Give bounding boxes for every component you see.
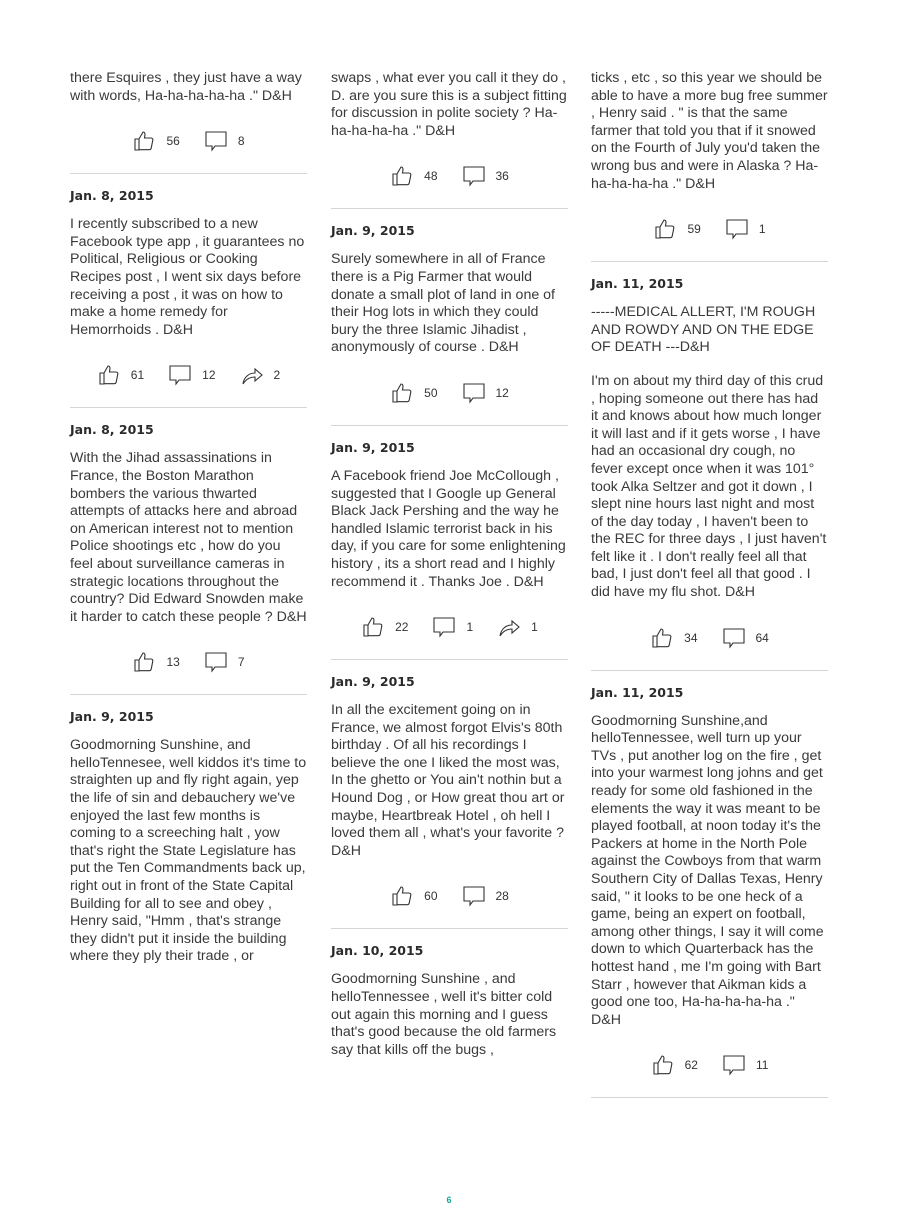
continued-post-text: ticks , etc , so this year we should be able to have a more bug free summer , Henry said . " is that the same farmer that told you that if it snowed on the Fourth of July you'd taken the wrong bus and were in Alaska ? Ha-ha-ha-ha-ha ." D&H: [591, 70, 828, 192]
column-2: [331, 70, 568, 1059]
post: [70, 709, 307, 966]
post-stats: [70, 648, 307, 676]
comment-button[interactable]: [168, 363, 215, 387]
divider: [70, 407, 307, 408]
comment-button[interactable]: [462, 164, 509, 188]
divider: [70, 173, 307, 174]
like-button[interactable]: [390, 884, 437, 908]
like-count: 50: [424, 385, 438, 400]
post: [591, 276, 828, 671]
like-count: 60: [424, 889, 438, 904]
thumbs-up-icon: [132, 650, 156, 674]
comment-count: 7: [237, 655, 245, 670]
like-button[interactable]: [132, 129, 179, 153]
post: [70, 422, 307, 695]
thumbs-up-icon: [651, 1053, 675, 1077]
share-button[interactable]: [497, 615, 538, 639]
comment-button[interactable]: [725, 217, 766, 241]
post-stats: [331, 162, 568, 190]
post-text: With the Jihad assassinations in France, the Boston Marathon bombers the various thwarted attempts of attacks here and abroad on American interest not to mention Police shootings etc , how do you feel about surveillance cameras in strategic locations throughout the country? Did Edward Snowden make it harder to catch these people ? D&H: [70, 450, 307, 625]
post-text: I'm on about my third day of this crud , hoping someone out there has had it and knows about how much longer it will last and if it gets worse , I have had an occasional dry cough, no fever except once when it was 101° took Alka Seltzer and got it down , I slept nine hours last night and most of the day today , I haven't been to the REC for three days , I just haven't felt like it . I don't really feel all that bad, I just don't feel all that good . I did have my flu shot. D&H: [591, 372, 827, 601]
comment-button[interactable]: [204, 650, 245, 674]
share-count: 1: [531, 620, 538, 635]
like-button[interactable]: [653, 217, 700, 241]
share-button[interactable]: [240, 363, 281, 387]
like-count: 48: [424, 169, 438, 184]
post-text: Surely somewhere in all of France there is a Pig Farmer that would donate a small plot of land in one of their Hog lots in which they could bury the three Islamic Jihadist , anonymously of course . D&H: [331, 251, 556, 356]
comment-count: 28: [495, 889, 509, 904]
post-stats: [331, 613, 568, 641]
comment-icon: [725, 217, 749, 241]
comment-button[interactable]: [462, 884, 509, 908]
continued-post-text: there Esquires , they just have a way with words, Ha-ha-ha-ha-ha ." D&H: [70, 70, 302, 104]
continued-post-text: swaps , what ever you call it they do , D. are you sure this is a subject fitting for discussion in polite society ? Ha-ha-ha-ha-ha ." D&H: [331, 70, 567, 139]
thumbs-up-icon: [361, 615, 385, 639]
comment-count: 11: [755, 1058, 769, 1073]
divider: [70, 694, 307, 695]
comment-icon: [432, 615, 456, 639]
thumbs-up-icon: [390, 884, 414, 908]
comment-count: 8: [237, 134, 245, 149]
comment-icon: [462, 884, 486, 908]
post-text: Goodmorning Sunshine,and helloTennessee, well turn up your TVs , put another log on the fire , get into your warmest long johns and get ready for some old fashioned in the elements the way it was meant to be played football, at noon today it's the Packers at home in the North Pole against the Cowboys from that warm Southern City of Dallas Texas, Henry said, " it looks to be one heck of a game, being an expert on football, among other things, I say it will come down to which Quarterback has the hottest hand , me I'm going with Bart Starr , however that Aikman kids a good one too, Ha-ha-ha-ha-ha ." D&H: [591, 712, 824, 1028]
comment-icon: [462, 381, 486, 405]
post-date: Jan. 11, 2015: [591, 684, 684, 700]
thumbs-up-icon: [650, 626, 674, 650]
share-count: 2: [273, 368, 281, 383]
column-1: [70, 70, 307, 966]
thumbs-up-icon: [97, 363, 121, 387]
post-stats: [591, 624, 828, 652]
post-date: Jan. 9, 2015: [331, 223, 415, 239]
post: [331, 440, 568, 660]
comment-icon: [204, 650, 228, 674]
comment-button[interactable]: [462, 381, 509, 405]
comment-icon: [168, 363, 192, 387]
divider: [331, 659, 568, 660]
post-text: -----MEDICAL ALLERT, I'M ROUGH AND ROWDY AND ON THE EDGE OF DEATH ---D&H: [591, 304, 816, 356]
like-count: 61: [130, 368, 145, 383]
like-count: 59: [687, 222, 701, 237]
post-text: Goodmorning Sunshine , and helloTennessee , well it's bitter cold out again this morning and I guess that's good because the old farmers say that kills off the bugs ,: [331, 971, 557, 1058]
like-count: 62: [684, 1058, 698, 1073]
post: [331, 674, 568, 929]
post-text: Goodmorning Sunshine, and helloTennesee, well kiddos it's time to straighten up and fly right again, yep the life of sin and debauchery we've enjoyed the last few months is coming to a screeching halt , yow that's right the State Legislature has put the Ten Commandments back up, right out in front of the State Capital Building for all to see and obey , Henry said, "Hmm , that's strange they didn't put it inside the building where they ply their trade , or: [70, 737, 307, 965]
like-button[interactable]: [361, 615, 408, 639]
post: [331, 943, 568, 1059]
divider: [331, 208, 568, 209]
post-stats: [331, 379, 568, 407]
comment-button[interactable]: [204, 129, 245, 153]
thumbs-up-icon: [390, 381, 414, 405]
divider: [331, 928, 568, 929]
divider: [331, 425, 568, 426]
post-stats: [331, 882, 568, 910]
comment-count: 12: [202, 368, 216, 383]
comment-icon: [204, 129, 228, 153]
like-button[interactable]: [390, 381, 437, 405]
like-button[interactable]: [132, 650, 179, 674]
thumbs-up-icon: [653, 217, 677, 241]
post: [331, 223, 568, 426]
post-date: Jan. 9, 2015: [70, 709, 154, 725]
page-number: 6: [446, 1195, 452, 1205]
divider: [591, 670, 828, 671]
like-count: 34: [684, 630, 698, 645]
comment-count: 1: [466, 620, 474, 635]
post-date: Jan. 9, 2015: [331, 674, 415, 690]
post-date: Jan. 10, 2015: [331, 943, 424, 959]
comment-count: 12: [495, 385, 509, 400]
post-stats: [70, 127, 307, 155]
post-date: Jan. 8, 2015: [70, 188, 154, 204]
post: [591, 685, 828, 1099]
column-3: [591, 70, 828, 1112]
post-text: In all the excitement going on in France, we almost forgot Elvis's 80th birthday . Of all his recordings I believe the one I liked the most was, In the ghetto or You ain't nothin but a Hound Dog , or How great thou art or maybe, Heartbreak Hotel , oh hell I loved them all , what's your favorite ? D&H: [331, 702, 565, 859]
divider: [591, 261, 828, 262]
comment-count: 64: [755, 630, 769, 645]
post-date: Jan. 9, 2015: [331, 439, 415, 455]
share-icon: [497, 615, 521, 639]
comment-icon: [722, 1053, 746, 1077]
like-count: 56: [166, 134, 180, 149]
like-count: 13: [166, 655, 180, 670]
like-button[interactable]: [390, 164, 437, 188]
comment-button[interactable]: [722, 1053, 768, 1077]
comment-count: 36: [495, 169, 509, 184]
like-button[interactable]: [651, 1053, 698, 1077]
comment-icon: [462, 164, 486, 188]
share-icon: [240, 363, 264, 387]
divider: [591, 1097, 828, 1098]
like-count: 22: [395, 620, 409, 635]
thumbs-up-icon: [390, 164, 414, 188]
comment-icon: [722, 626, 746, 650]
post: [70, 188, 307, 408]
like-button[interactable]: [97, 363, 144, 387]
post-stats: [70, 361, 307, 389]
post-stats: [591, 1051, 828, 1079]
post-date: Jan. 8, 2015: [70, 422, 154, 438]
post-text: I recently subscribed to a new Facebook type app , it guarantees no Political, Religious or Cooking Recipes post , I went six days before receiving a post , it was on how to make a home remedy for Hemorrhoids . D&H: [70, 216, 305, 338]
post-date: Jan. 11, 2015: [591, 276, 684, 292]
thumbs-up-icon: [132, 129, 156, 153]
like-button[interactable]: [650, 626, 697, 650]
comment-count: 1: [758, 222, 766, 237]
post-text: A Facebook friend Joe McCollough , suggested that I Google up General Black Jack Pershing and the way he handled Islamic terrorist back in his day, if you care for some enlightening history , its a short read and I highly recommend it . Thanks Joe . D&H: [331, 467, 566, 590]
comment-button[interactable]: [722, 626, 769, 650]
post-stats: [591, 215, 828, 243]
comment-button[interactable]: [432, 615, 473, 639]
